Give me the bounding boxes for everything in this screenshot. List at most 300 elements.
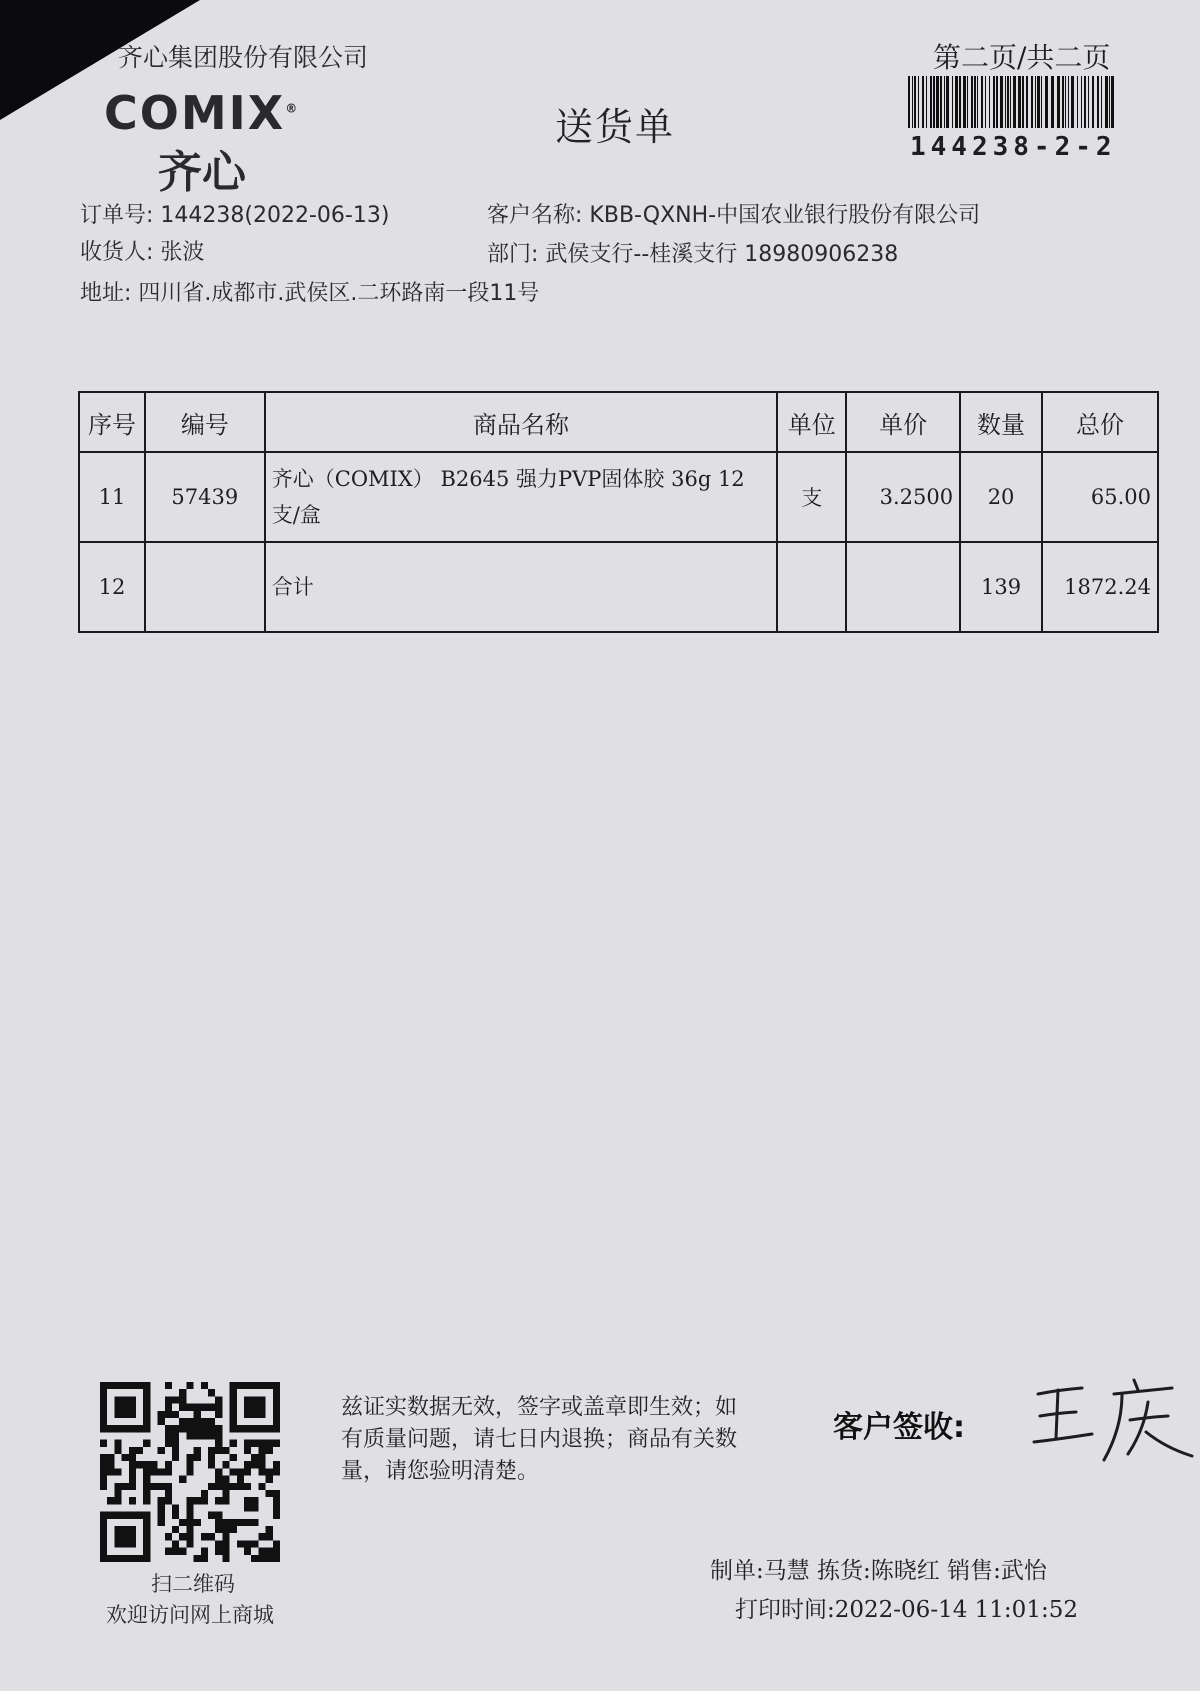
barcode-bar [940,76,942,128]
qr-module [186,1432,193,1439]
qr-module [244,1483,251,1490]
barcode-bar [974,76,976,128]
qr-module [201,1497,208,1504]
qr-module [222,1548,229,1555]
qr-module [201,1490,208,1497]
barcode-bar [912,76,913,128]
qr-module [158,1447,165,1454]
qr-module [172,1512,179,1519]
qr-module [136,1447,143,1454]
cell-unit-price [846,542,960,632]
qr-module [266,1548,273,1555]
qr-module [237,1519,244,1526]
qr-module [179,1533,186,1540]
qr-module [172,1540,179,1547]
qr-module [186,1540,193,1547]
qr-module [258,1533,265,1540]
qr-module [158,1512,165,1519]
qr-module [266,1490,273,1497]
comix-logo-chinese: 齐心 [158,147,246,198]
qr-module [186,1418,193,1425]
qr-module [165,1411,172,1418]
qr-module [258,1548,265,1555]
cell-seq: 11 [79,452,145,542]
cell-quantity: 20 [960,452,1042,542]
barcode-bar [1005,76,1006,128]
qr-module [179,1548,186,1555]
barcode-bar [936,76,939,128]
qr-module [222,1526,229,1533]
qr-module [201,1432,208,1439]
qr-module [194,1404,201,1411]
qr-module [251,1461,258,1468]
barcode-bar [1022,76,1024,128]
qr-module [172,1440,179,1447]
items-table [78,391,1159,633]
qr-module [244,1504,251,1511]
cell-total: 65.00 [1042,452,1158,542]
qr-module [179,1389,186,1396]
qr-module [172,1447,179,1454]
qr-module [179,1404,186,1411]
qr-module [165,1483,172,1490]
qr-module [107,1497,114,1504]
qr-module [215,1512,222,1519]
qr-module [208,1389,215,1396]
table-row [79,452,1158,542]
qr-module [129,1476,136,1483]
qr-module [100,1476,107,1483]
qr-module [222,1533,229,1540]
qr-module [273,1461,280,1468]
qr-module [165,1461,172,1468]
qr-module [165,1548,172,1555]
print-time: 打印时间:2022-06-14 11:01:52 [735,1597,1078,1623]
barcode-bar [1035,76,1036,128]
qr-module [215,1548,222,1555]
qr-module [186,1425,193,1432]
qr-module [150,1483,157,1490]
qr-module [186,1382,193,1389]
qr-module [266,1476,273,1483]
barcode-bar [944,76,945,128]
qr-module [194,1447,201,1454]
barcode [908,76,1118,128]
qr-module [251,1440,258,1447]
page-indicator: 第二页/共二页 [933,41,1111,74]
barcode-bar [1109,76,1110,128]
barcode-bar [981,76,983,128]
qr-module [215,1483,222,1490]
qr-module [237,1540,244,1547]
barcode-bar [914,76,916,128]
barcode-bar [922,76,924,128]
qr-module [172,1454,179,1461]
qr-module [201,1418,208,1425]
header-seq: 序号 [79,392,145,452]
qr-module [194,1418,201,1425]
qr-module [230,1440,237,1447]
qr-module [158,1468,165,1475]
qr-module [179,1425,186,1432]
qr-module [186,1468,193,1475]
barcode-bar [1026,76,1028,128]
qr-module [165,1382,172,1389]
qr-module [244,1468,251,1475]
qr-module [258,1440,265,1447]
qr-module [107,1468,114,1475]
qr-module [114,1440,121,1447]
registered-mark: ® [285,101,300,116]
qr-module [215,1432,222,1439]
barcode-bar [1013,76,1016,128]
qr-module [244,1519,251,1526]
barcode-bar [1010,76,1011,128]
order-number: 订单号: 144238(2022-06-13) [80,203,390,228]
qr-module [114,1468,121,1475]
barcode-bar [1068,76,1069,128]
qr-module [194,1497,201,1504]
qr-module [114,1396,136,1418]
qr-module [266,1526,273,1533]
qr-module [251,1504,258,1511]
qr-module [208,1432,215,1439]
qr-module [251,1497,258,1504]
barcode-bar [996,76,998,128]
qr-module [158,1483,165,1490]
qr-module [266,1533,273,1540]
qr-module [158,1418,165,1425]
barcode-bar [926,76,927,128]
qr-module [244,1396,266,1418]
qr-module [129,1461,136,1468]
qr-module [194,1425,201,1432]
barcode-bar [1057,76,1060,128]
qr-module [215,1540,222,1547]
cell-product-name: 齐心（COMIX） B2645 强力PVP固体胶 36g 12支/盒 [265,452,778,542]
qr-module [143,1476,150,1483]
barcode-bar [1081,76,1082,128]
customer-sign-label: 客户签收: [833,1410,965,1445]
qr-module [165,1497,172,1504]
qr-module [100,1440,107,1447]
qr-module [172,1432,179,1439]
qr-module [186,1454,193,1461]
cell-grand-total: 1872.24 [1042,542,1158,632]
qr-module [129,1454,136,1461]
qr-module [136,1461,143,1468]
qr-module [107,1454,114,1461]
qr-module [266,1447,273,1454]
qr-module [114,1490,121,1497]
qr-module [158,1411,165,1418]
barcode-bar [1105,76,1108,128]
qr-module [266,1468,273,1475]
qr-module [222,1461,229,1468]
qr-module [215,1476,222,1483]
table-row-total [79,542,1158,632]
document-title: 送货单 [555,105,676,149]
qr-module [100,1461,107,1468]
qr-module [194,1432,201,1439]
qr-module [251,1555,258,1562]
qr-module [143,1483,150,1490]
qr-module [251,1540,258,1547]
qr-module [165,1533,172,1540]
qr-module [114,1497,121,1504]
qr-module [244,1440,251,1447]
qr-module [172,1425,179,1432]
qr-module [273,1512,280,1519]
qr-module [201,1404,208,1411]
company-name: 齐心集团股份有限公司 [118,43,369,72]
qr-module [165,1490,172,1497]
qr-module [215,1526,222,1533]
qr-module [158,1504,165,1511]
qr-module [150,1461,157,1468]
barcode-bar [993,76,995,128]
qr-module [244,1548,251,1555]
header-code: 编号 [145,392,265,452]
qr-module [273,1548,280,1555]
cell-code [145,542,265,632]
receiver: 收货人: 张波 [80,240,205,265]
qr-module [258,1454,265,1461]
qr-module [222,1497,229,1504]
qr-module [208,1454,215,1461]
qr-module [208,1533,215,1540]
header-total: 总价 [1042,392,1158,452]
qr-module [237,1483,244,1490]
barcode-bar [1077,76,1078,128]
qr-code[interactable] [100,1382,280,1562]
qr-module [215,1404,222,1411]
qr-module [114,1483,121,1490]
qr-module [273,1468,280,1475]
qr-module [143,1490,150,1497]
qr-module [244,1447,251,1454]
qr-module [237,1468,244,1475]
qr-module [258,1461,265,1468]
cell-unit-price: 3.2500 [846,452,960,542]
qr-module [208,1483,215,1490]
barcode-bar [1000,76,1003,128]
qr-module [273,1540,280,1547]
barcode-bar [1031,76,1033,128]
qr-module [244,1497,251,1504]
department: 部门: 武侯支行--桂溪支行 18980906238 [487,242,899,267]
header-unit-price: 单价 [846,392,960,452]
barcode-bar [971,76,973,128]
qr-module [165,1425,172,1432]
qr-module [165,1396,172,1403]
barcode-bar [1037,76,1040,128]
barcode-bar [933,76,935,128]
qr-module [251,1519,258,1526]
qr-module [150,1468,157,1475]
barcode-bar [1062,76,1064,128]
qr-module [230,1468,237,1475]
qr-module [186,1519,193,1526]
barcode-bar [989,76,990,128]
qr-module [186,1533,193,1540]
barcode-bar [908,76,910,128]
barcode-bar [967,76,968,128]
barcode-bar [963,76,966,128]
qr-module [215,1468,222,1475]
barcode-bar [955,76,958,128]
qr-module [186,1504,193,1511]
qr-module [215,1447,222,1454]
qr-module [273,1490,280,1497]
cell-code: 57439 [145,452,265,542]
qr-module [129,1497,136,1504]
barcode-bar [1084,76,1086,128]
qr-module [258,1483,265,1490]
barcode-bar [918,76,919,128]
qr-caption-mall: 欢迎访问网上商城 [106,1603,274,1627]
qr-module [172,1396,179,1403]
barcode-bar [930,76,932,128]
qr-module [222,1540,229,1547]
qr-module [194,1555,201,1562]
barcode-bar [1065,76,1066,128]
qr-module [107,1461,114,1468]
qr-module [143,1440,150,1447]
qr-module [129,1447,136,1454]
address: 地址: 四川省.成都市.武侯区.二环路南一段11号 [80,281,540,306]
barcode-bar [959,76,961,128]
barcode-bar [1045,76,1048,128]
qr-module [143,1497,150,1504]
qr-module [186,1497,193,1504]
qr-module [194,1519,201,1526]
qr-module [179,1519,186,1526]
comix-logo: COMIX® [104,86,300,140]
qr-module [215,1519,222,1526]
qr-module [215,1440,222,1447]
header-quantity: 数量 [960,392,1042,452]
qr-module [100,1483,107,1490]
qr-module [172,1526,179,1533]
qr-module [143,1461,150,1468]
qr-module [215,1497,222,1504]
barcode-bar [946,76,949,128]
qr-module [172,1504,179,1511]
qr-module [244,1461,251,1468]
customer-name: 客户名称: KBB-QXNH-中国农业银行股份有限公司 [487,203,981,228]
qr-module [201,1425,208,1432]
qr-module [186,1526,193,1533]
qr-module [194,1454,201,1461]
barcode-bar [977,76,978,128]
qr-module [179,1418,186,1425]
cell-total-label: 合计 [265,542,778,632]
cell-seq: 12 [79,542,145,632]
qr-module [201,1555,208,1562]
qr-module [222,1490,229,1497]
qr-module [273,1497,280,1504]
handwritten-signature [1030,1376,1195,1466]
qr-module [201,1382,208,1389]
qr-module [114,1447,121,1454]
qr-module [100,1468,107,1475]
barcode-bar [1101,76,1102,128]
qr-module [158,1519,165,1526]
qr-module [215,1425,222,1432]
qr-module [158,1497,165,1504]
header-product-name: 商品名称 [265,392,778,452]
qr-module [266,1555,273,1562]
qr-module [230,1454,237,1461]
qr-module [100,1454,107,1461]
qr-module [208,1418,215,1425]
qr-module [201,1533,208,1540]
qr-module [215,1411,222,1418]
qr-module [172,1548,179,1555]
cell-unit [777,542,846,632]
header-unit: 单位 [777,392,846,452]
qr-module [273,1555,280,1562]
qr-module [258,1447,265,1454]
qr-module [230,1483,237,1490]
qr-module [129,1483,136,1490]
qr-module [122,1454,129,1461]
qr-module [230,1519,237,1526]
qr-module [165,1404,172,1411]
barcode-bar [1051,76,1054,128]
qr-module [122,1483,129,1490]
qr-module [208,1512,215,1519]
qr-module [165,1468,172,1475]
qr-module [222,1555,229,1562]
barcode-bar [1097,76,1099,128]
barcode-bar [985,76,986,128]
cell-total-quantity: 139 [960,542,1042,632]
qr-module [215,1396,222,1403]
qr-module [273,1504,280,1511]
qr-module [222,1519,229,1526]
qr-module [194,1411,201,1418]
qr-module [165,1432,172,1439]
barcode-bar [1007,76,1009,128]
qr-module [129,1468,136,1475]
barcode-bar [1041,76,1042,128]
qr-module [208,1404,215,1411]
qr-module [244,1540,251,1547]
qr-caption: 扫二维码 [151,1572,235,1596]
qr-module [201,1548,208,1555]
qr-module [186,1461,193,1468]
qr-module [208,1447,215,1454]
staff-info: 制单:马慧 拣货:陈晓红 销售:武怡 [710,1558,1047,1584]
table-header-row [79,392,1158,452]
qr-module [114,1526,136,1548]
qr-module [222,1447,229,1454]
qr-module [143,1468,150,1475]
qr-module [266,1440,273,1447]
barcode-bar [1092,76,1094,128]
qr-module [222,1483,229,1490]
qr-module [179,1396,186,1403]
barcode-bar [1018,76,1021,128]
qr-module [208,1425,215,1432]
notice-text: 兹证实数据无效，签字或盖章即生效；如有质量问题，请七日内退换；商品有关数量，请您验明清楚。 [341,1395,738,1484]
qr-module [208,1461,215,1468]
qr-module [230,1526,237,1533]
qr-module [251,1454,258,1461]
qr-module [258,1555,265,1562]
